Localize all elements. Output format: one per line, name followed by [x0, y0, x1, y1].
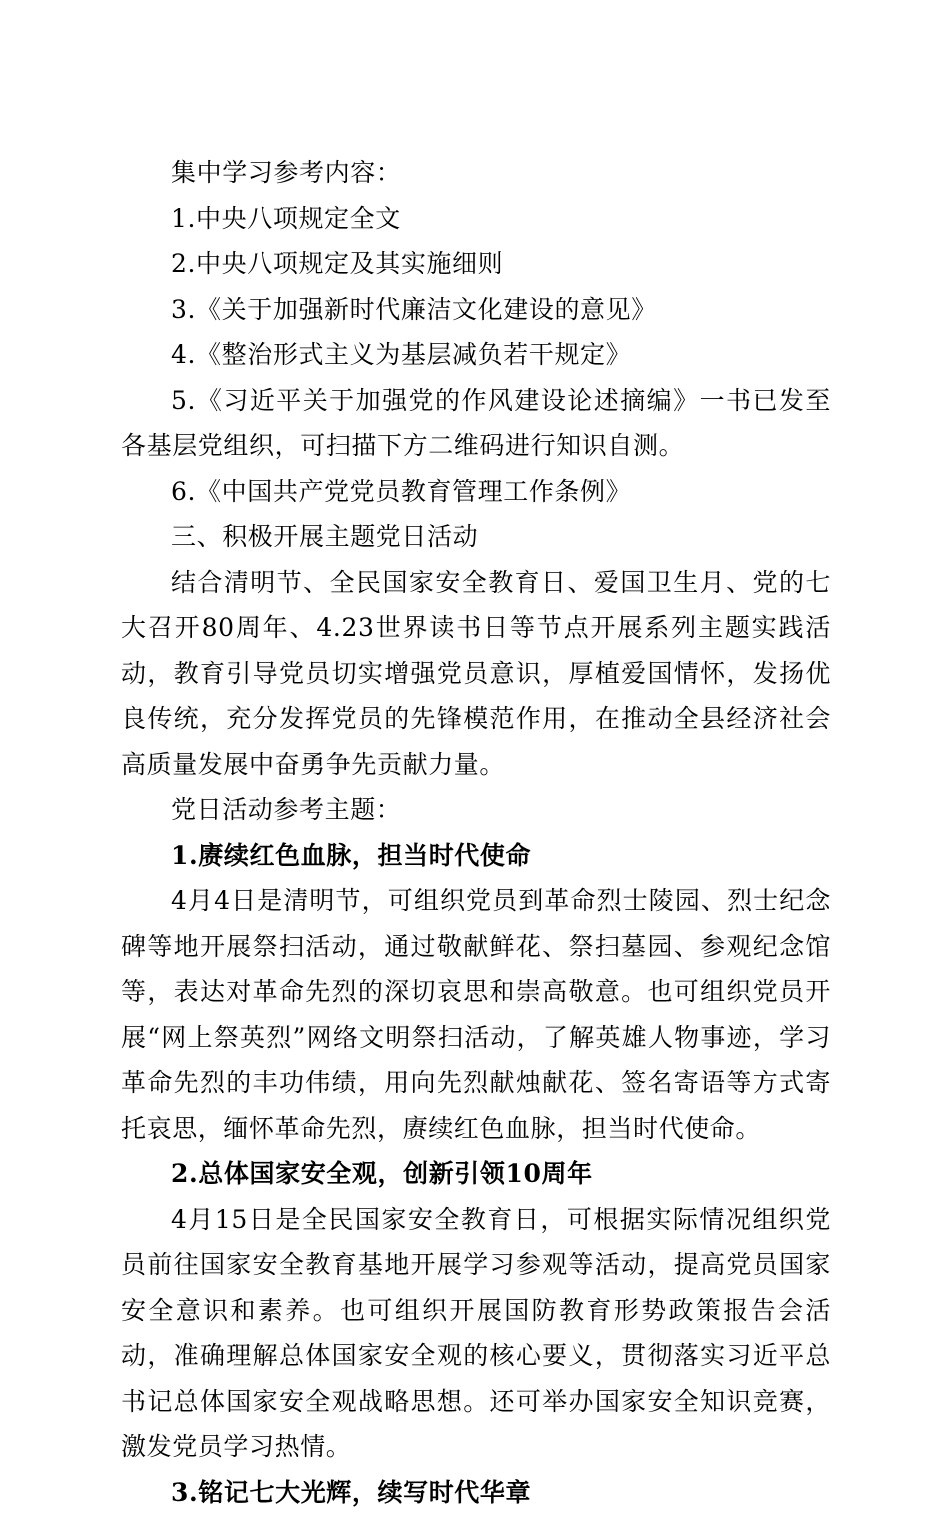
- list-item-study-4: 4.《整治形式主义为基层减负若干规定》: [121, 332, 831, 378]
- document-body: [121, 150, 831, 1515]
- theme-heading-2: 2.总体国家安全观，创新引领10周年: [121, 1151, 831, 1197]
- paragraph-theme-1: 4月4日是清明节，可组织党员到革命烈士陵园、烈士纪念碑等地开展祭扫活动，通过敬献鲜花、祭扫墓园、参观纪念馆等，表达对革命先烈的深切哀思和崇高敬意。也可组织党员开展“网上祭英烈”网络文明祭扫活动，了解英雄人物事迹，学习革命先烈的丰功伟绩，用向先烈献烛献花、签名寄语等方式寄托哀思，缅怀革命先烈，赓续红色血脉，担当时代使命。: [121, 878, 831, 1151]
- list-item-study-3: 3.《关于加强新时代廉洁文化建设的意见》: [121, 287, 831, 333]
- list-item-study-6: 6.《中国共产党党员教育管理工作条例》: [121, 469, 831, 515]
- paragraph-themes-heading: 党日活动参考主题：: [121, 787, 831, 833]
- paragraph-theme-2: 4月15日是全民国家安全教育日，可根据实际情况组织党员前往国家安全教育基地开展学习参观等活动，提高党员国家安全意识和素养。也可组织开展国防教育形势政策报告会活动，准确理解总体国家安全观的核心要义，贯彻落实习近平总书记总体国家安全观战略思想。还可举办国家安全知识竞赛，激发党员学习热情。: [121, 1197, 831, 1470]
- section-heading-party-day: 三、积极开展主题党日活动: [121, 514, 831, 560]
- paragraph-activities-intro: 结合清明节、全民国家安全教育日、爱国卫生月、党的七大召开80周年、4.23世界读书日等节点开展系列主题实践活动，教育引导党员切实增强党员意识，厚植爱国情怀，发扬优良传统，充分发挥党员的先锋模范作用，在推动全县经济社会高质量发展中奋勇争先贡献力量。: [121, 560, 831, 788]
- theme-heading-1: 1.赓续红色血脉，担当时代使命: [121, 833, 831, 879]
- list-item-study-1: 1.中央八项规定全文: [121, 196, 831, 242]
- list-item-study-2: 2.中央八项规定及其实施细则: [121, 241, 831, 287]
- theme-heading-3: 3.铭记七大光辉，续写时代华章: [121, 1470, 831, 1515]
- list-item-study-5: 5.《习近平关于加强党的作风建设论述摘编》一书已发至各基层党组织，可扫描下方二维码进行知识自测。: [121, 378, 831, 469]
- paragraph-study-heading: 集中学习参考内容：: [121, 150, 831, 196]
